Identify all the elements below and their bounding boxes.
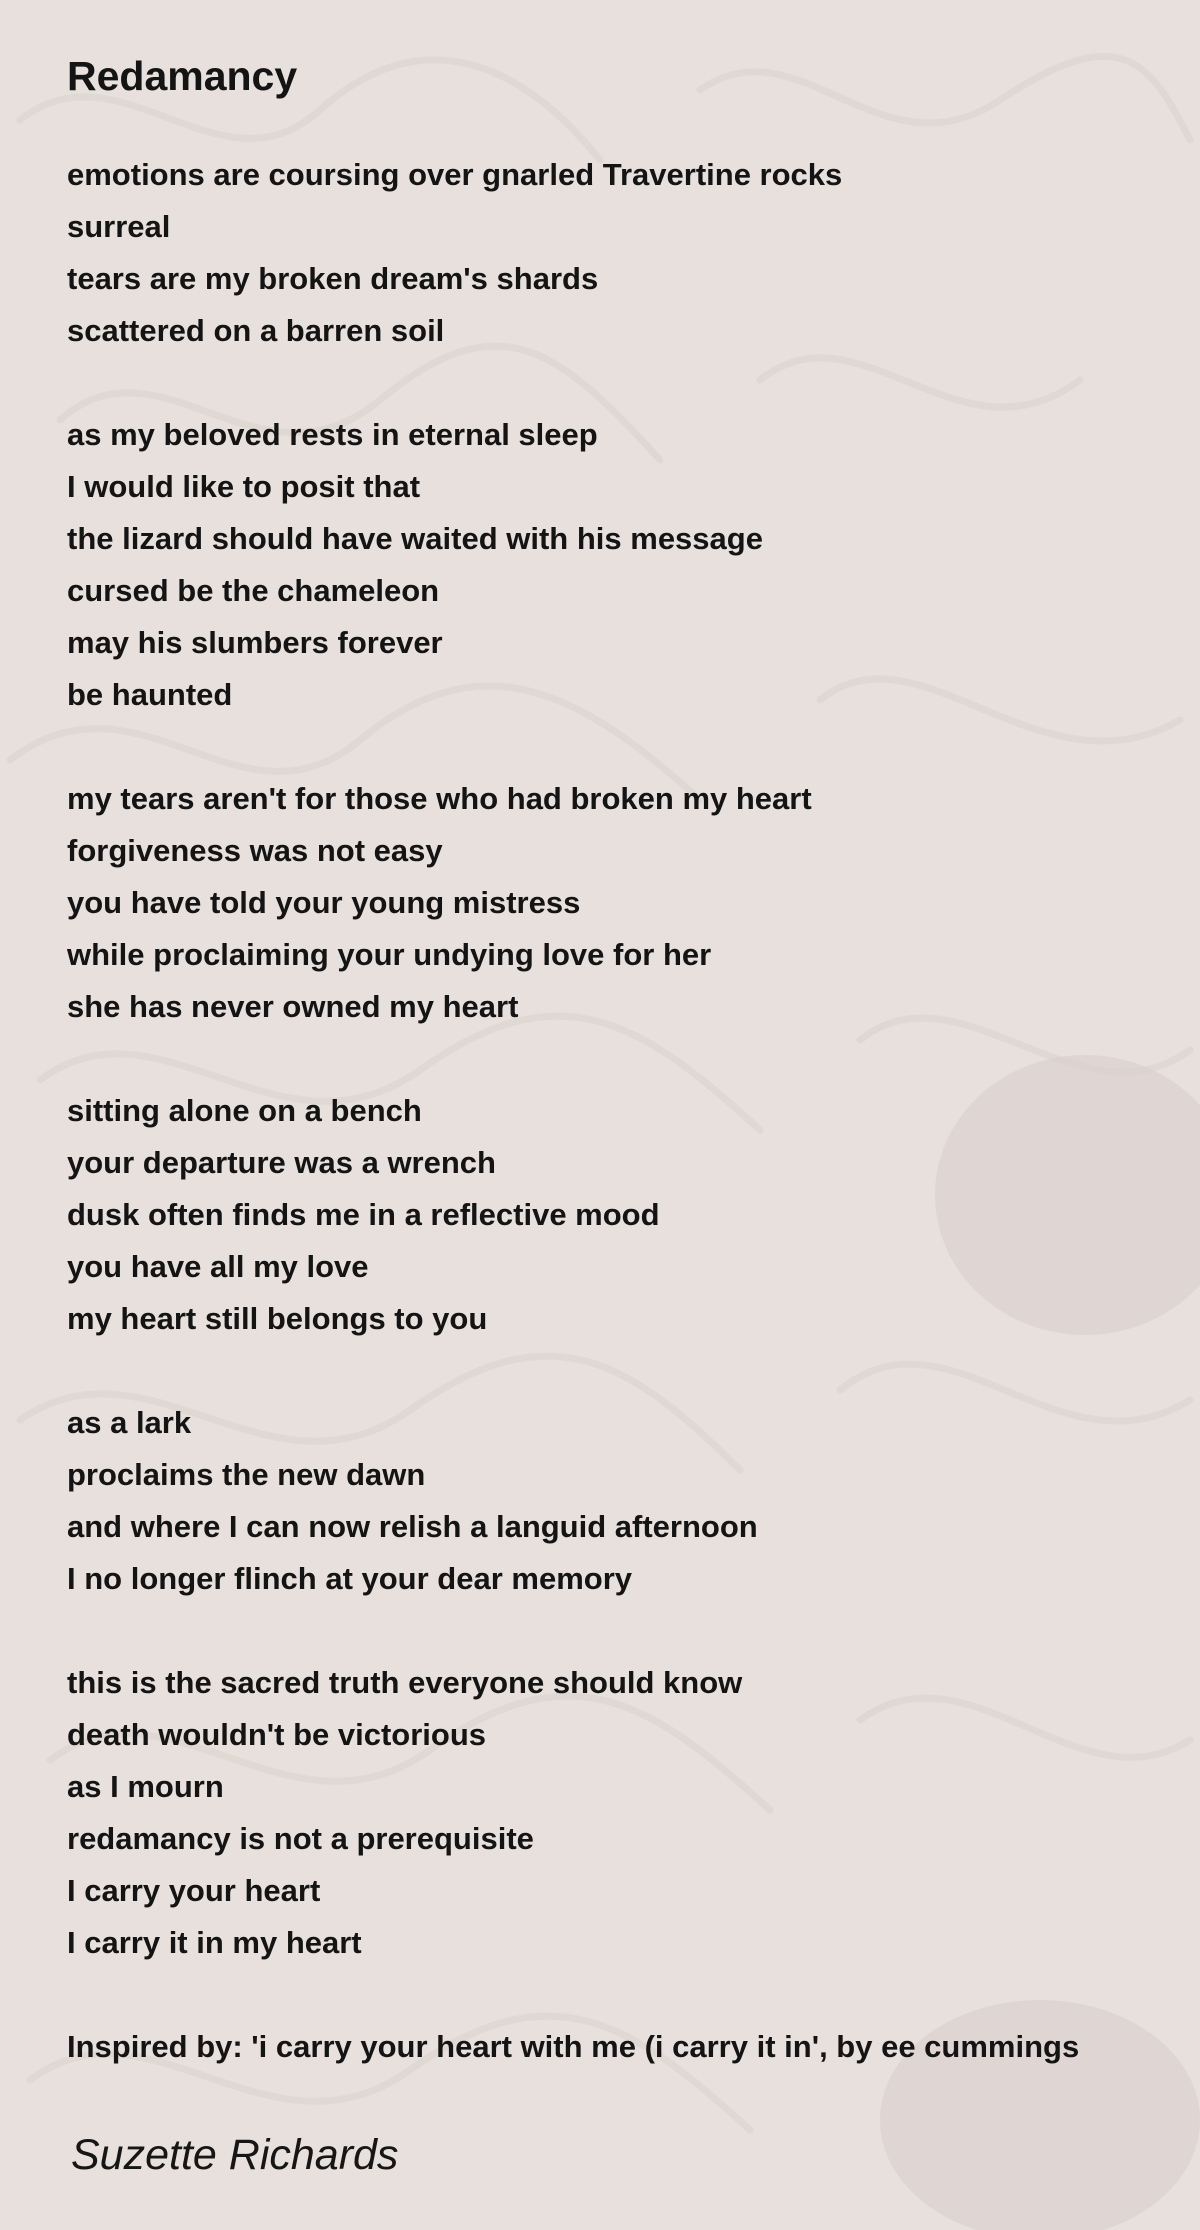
poem-line: I carry your heart <box>67 1873 321 1908</box>
stanza <box>67 1657 1177 1969</box>
poem-line: the lizard should have waited with his message <box>67 521 763 556</box>
stanza <box>67 1085 1177 1345</box>
poem-line: and where I can now relish a languid afternoon <box>67 1509 758 1544</box>
poem-line: my tears aren't for those who had broken my heart <box>67 781 812 816</box>
poem-line: cursed be the chameleon <box>67 573 440 608</box>
stanza <box>67 149 1177 357</box>
poem-line: I no longer flinch at your dear memory <box>67 1561 632 1596</box>
poem-line: my heart still belongs to you <box>67 1301 488 1336</box>
poem-line: surreal <box>67 209 171 244</box>
author-name: Suzette Richards <box>71 2131 399 2179</box>
poem-line: I carry it in my heart <box>67 1925 362 1960</box>
poem-line: proclaims the new dawn <box>67 1457 426 1492</box>
stanza <box>67 1397 1177 1605</box>
stanza <box>67 409 1177 721</box>
poem-line: redamancy is not a prerequisite <box>67 1821 534 1856</box>
poem-line: sitting alone on a bench <box>67 1093 422 1128</box>
poem-line: may his slumbers forever <box>67 625 443 660</box>
stanza <box>67 773 1177 1033</box>
poem-line: you have all my love <box>67 1249 369 1284</box>
poem-line: as my beloved rests in eternal sleep <box>67 417 598 452</box>
poem-title: Redamancy <box>67 53 298 99</box>
poem-line: this is the sacred truth everyone should know <box>67 1665 743 1700</box>
poem-line: as I mourn <box>67 1769 224 1804</box>
poem-line: I would like to posit that <box>67 469 421 504</box>
poem-line: as a lark <box>67 1405 192 1440</box>
poem-line: be haunted <box>67 677 233 712</box>
poem-line: scattered on a barren soil <box>67 313 445 348</box>
poem-line: tears are my broken dream's shards <box>67 261 599 296</box>
poem-line: she has never owned my heart <box>67 989 519 1024</box>
inspired-by-note: Inspired by: 'i carry your heart with me (i carry it in', by ee cummings <box>67 2029 1080 2064</box>
poem-line: dusk often finds me in a reflective mood <box>67 1197 660 1232</box>
poem-line: forgiveness was not easy <box>67 833 443 868</box>
poem-body <box>67 149 1177 2073</box>
poem-line: emotions are coursing over gnarled Travertine rocks <box>67 157 843 192</box>
poem-line: while proclaiming your undying love for her <box>67 937 712 972</box>
poem-line: your departure was a wrench <box>67 1145 496 1180</box>
poem-line: death wouldn't be victorious <box>67 1717 486 1752</box>
poem-line: you have told your young mistress <box>67 885 581 920</box>
